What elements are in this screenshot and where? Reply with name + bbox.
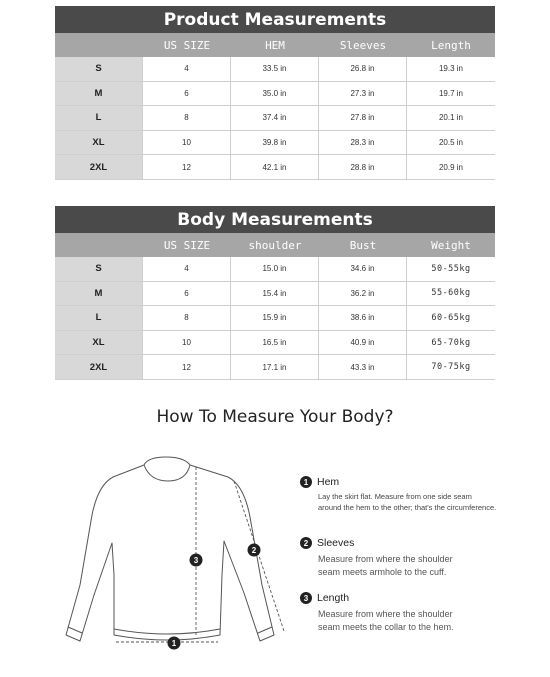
table-cell: 28.3 in [319, 131, 407, 155]
legend-description [318, 492, 496, 514]
header-cell: Sleeves [339, 38, 387, 52]
desc-line: around the hem to the other; that's the circumference. [318, 502, 497, 512]
desc-line: Lay the skirt flat. Measure from one side seam [318, 492, 472, 501]
desc-line: Measure from where the shoulder [318, 554, 453, 564]
table-cell: 37.4 in [231, 106, 319, 130]
header-cell [55, 233, 143, 257]
legend-hem [300, 476, 496, 514]
table-cell: 40.9 in [319, 331, 407, 355]
header-cell: shoulder [248, 238, 302, 252]
legend-title: Sleeves [317, 537, 355, 549]
legend-description [318, 608, 454, 634]
table-row [55, 57, 495, 82]
table-cell: 16.5 in [231, 331, 319, 355]
size-cell: S [55, 57, 143, 81]
table-cell: 10 [143, 131, 231, 155]
size-cell: 2XL [55, 355, 143, 379]
table-cell: 6 [143, 282, 231, 306]
size-cell: S [55, 257, 143, 281]
product-measurements-table [55, 6, 495, 180]
table-cell: 42.1 in [231, 155, 319, 179]
table-cell: 19.3 in [438, 64, 464, 74]
table-cell: 15.4 in [231, 282, 319, 306]
table-cell: 10 [143, 331, 231, 355]
table-cell: 50-55kg [431, 263, 471, 274]
legend-title: Hem [317, 476, 340, 488]
table-cell: 60-65kg [431, 312, 471, 323]
header-cell: Length [431, 38, 471, 52]
size-cell: 2XL [55, 155, 143, 179]
table-cell: 70-75kg [431, 362, 471, 373]
table-cell: 15.9 in [231, 306, 319, 330]
table-cell: 4 [143, 257, 231, 281]
table-cell: 20.5 in [438, 138, 464, 148]
svg-text:2: 2 [251, 546, 257, 555]
table-cell: 20.9 in [438, 162, 464, 172]
table-cell: 35.0 in [231, 82, 319, 106]
table-cell: 26.8 in [319, 57, 407, 81]
body-table-title: Body Measurements [55, 206, 495, 233]
size-cell: L [55, 106, 143, 130]
table-cell: 6 [143, 82, 231, 106]
table-cell: 20.1 in [438, 113, 464, 123]
table-cell: 27.3 in [319, 82, 407, 106]
table-row [55, 82, 495, 107]
table-cell: 33.5 in [231, 57, 319, 81]
table-cell: 8 [143, 106, 231, 130]
legend-length [300, 592, 454, 634]
legend-description [318, 553, 453, 579]
header-cell: Weight [431, 238, 471, 252]
table-cell: 12 [143, 355, 231, 379]
number-badge-icon: 2 [300, 537, 312, 549]
table-cell: 34.6 in [319, 257, 407, 281]
table-cell: 38.6 in [319, 306, 407, 330]
product-table-title: Product Measurements [55, 6, 495, 33]
size-cell: L [55, 306, 143, 330]
how-to-measure-title: How To Measure Your Body? [156, 407, 394, 427]
shirt-diagram-icon [58, 455, 298, 655]
table-row [55, 131, 495, 156]
size-cell: XL [55, 131, 143, 155]
svg-text:1: 1 [171, 639, 177, 648]
table-cell: 12 [143, 155, 231, 179]
table-cell: 8 [143, 306, 231, 330]
table-row [55, 106, 495, 131]
table-cell: 36.2 in [319, 282, 407, 306]
size-cell: M [55, 282, 143, 306]
table-cell: 17.1 in [231, 355, 319, 379]
number-badge-icon: 1 [300, 476, 312, 488]
body-measurements-table [55, 206, 495, 380]
table-cell: 27.8 in [319, 106, 407, 130]
legend-sleeves [300, 537, 453, 579]
table-cell: 19.7 in [438, 88, 464, 98]
table-cell: 28.8 in [319, 155, 407, 179]
legend-title: Length [317, 592, 350, 604]
svg-text:3: 3 [193, 556, 199, 565]
header-cell: HEM [265, 38, 285, 52]
table-row [55, 282, 495, 307]
number-badge-icon: 3 [300, 592, 312, 604]
table-cell: 43.3 in [319, 355, 407, 379]
table-row [55, 355, 495, 380]
header-cell: US SIZE [163, 38, 211, 52]
table-cell: 15.0 in [231, 257, 319, 281]
table-cell: 65-70kg [431, 337, 471, 348]
table-cell: 4 [143, 57, 231, 81]
header-cell [55, 33, 143, 57]
header-cell: Bust [349, 238, 377, 252]
size-cell: XL [55, 331, 143, 355]
product-header-row [55, 33, 495, 57]
size-cell: M [55, 82, 143, 106]
table-row [55, 257, 495, 282]
table-cell: 55-60kg [431, 288, 471, 299]
table-row [55, 331, 495, 356]
body-header-row [55, 233, 495, 257]
table-row [55, 155, 495, 180]
desc-line: seam meets the collar to the hem. [318, 622, 454, 633]
table-row [55, 306, 495, 331]
header-cell: US SIZE [163, 238, 211, 252]
desc-line: Measure from where the shoulder [318, 609, 453, 619]
desc-line: seam meets armhole to the cuff. [318, 567, 447, 578]
table-cell: 39.8 in [231, 131, 319, 155]
